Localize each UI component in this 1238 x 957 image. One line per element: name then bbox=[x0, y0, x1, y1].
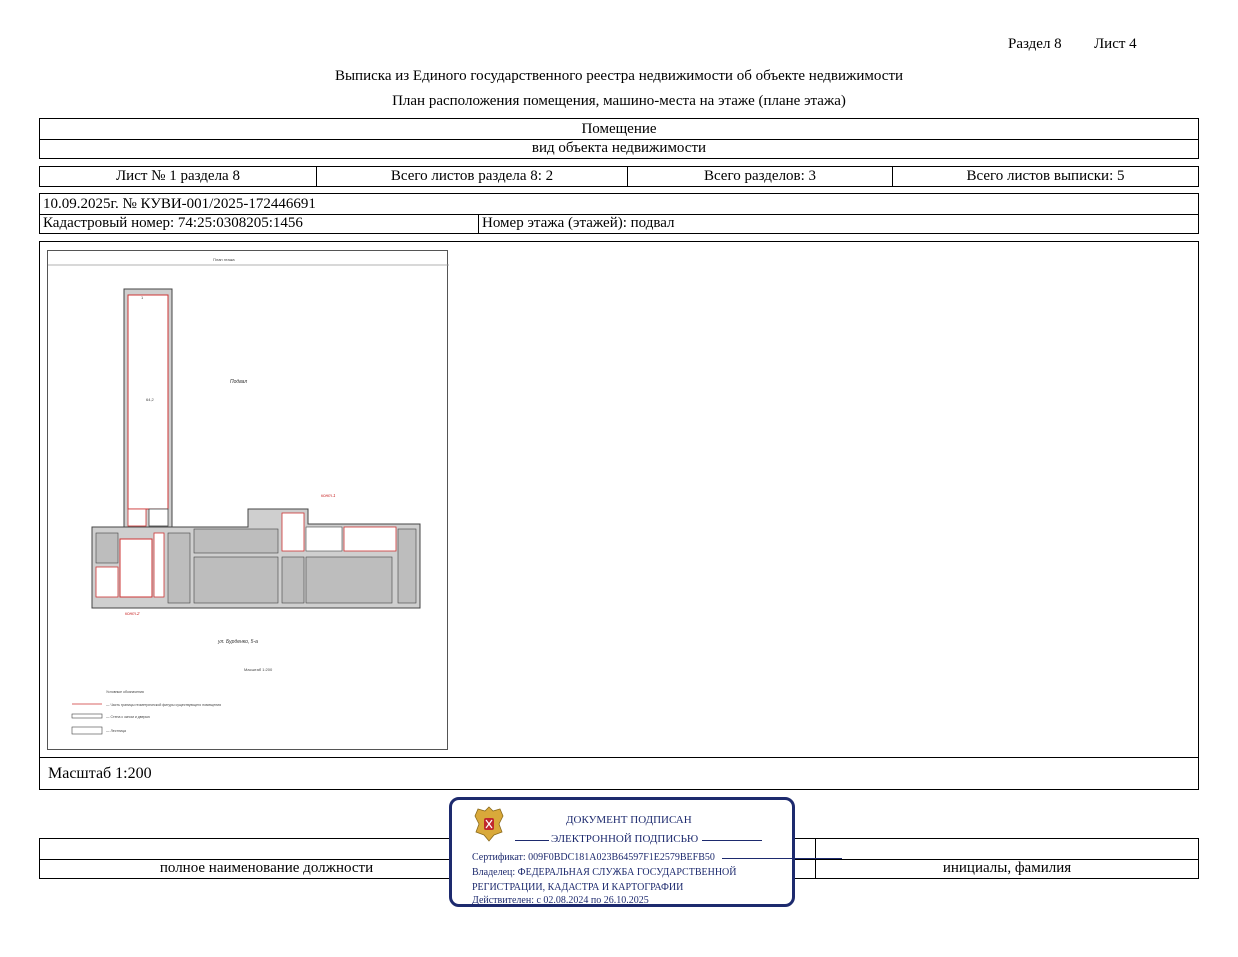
position-caption: полное наименование должности bbox=[159, 860, 374, 876]
contour-label-1: конт.1 bbox=[321, 493, 336, 498]
floor-plan-drawing bbox=[48, 251, 449, 751]
room-number-top: 1 bbox=[141, 295, 144, 300]
floor-plan bbox=[47, 250, 448, 750]
legend-item-1: — Часть границы геометрической фигуры существующего помещения bbox=[106, 703, 221, 707]
stamp-certificate: Сертификат: 009F0BDC181A023B64597F1E2579BEFB50 bbox=[472, 852, 715, 863]
sheet-number: Лист 4 bbox=[1094, 36, 1137, 52]
scale-label: Масштаб 1:200 bbox=[48, 764, 152, 782]
total-sheets-extract: Всего листов выписки: 5 bbox=[966, 168, 1125, 184]
room-label: Подвал bbox=[230, 379, 248, 385]
object-type-caption: вид объекта недвижимости bbox=[531, 140, 707, 156]
legend-title: Условные обозначения bbox=[106, 690, 144, 694]
street-label: ул. Бурденко, 5-а bbox=[218, 639, 258, 645]
section-number: Раздел 8 bbox=[1008, 36, 1062, 52]
contour-label-2: конт.2 bbox=[125, 611, 140, 616]
e-signature-stamp bbox=[449, 797, 795, 907]
cadastral-number: Кадастровый номер: 74:25:0308205:1456 bbox=[43, 215, 303, 231]
object-type-value: Помещение bbox=[581, 120, 657, 137]
sheets-row bbox=[39, 166, 1199, 187]
legend-item-2: — Стена с окном и дверью bbox=[106, 715, 150, 719]
document-title: Выписка из Единого государственного реестра недвижимости об объекте недвижимости bbox=[334, 68, 904, 84]
total-sheets-section: Всего листов раздела 8: 2 bbox=[390, 168, 554, 184]
stamp-line-2: ЭЛЕКТРОННОЙ ПОДПИСЬЮ bbox=[551, 833, 699, 845]
legend-item-3: — Лестница bbox=[106, 729, 126, 733]
info-box bbox=[39, 193, 1199, 234]
total-sections: Всего разделов: 3 bbox=[703, 168, 817, 184]
stamp-line-1: ДОКУМЕНТ ПОДПИСАН bbox=[566, 814, 692, 826]
stamp-owner-2: РЕГИСТРАЦИИ, КАДАСТРА И КАРТОГРАФИИ bbox=[472, 882, 684, 893]
stamp-valid: Действителен: с 02.08.2024 по 26.10.2025 bbox=[472, 895, 649, 906]
coat-of-arms-icon bbox=[472, 804, 506, 844]
plan-scale-note: Масштаб 1:200 bbox=[244, 667, 273, 672]
floor-number: Номер этажа (этажей): подвал bbox=[482, 215, 675, 231]
plan-header-text: План этажа bbox=[213, 257, 235, 262]
document-subtitle: План расположения помещения, машино-места на этаже (плане этажа) bbox=[392, 93, 846, 109]
room-area: 64,2 bbox=[146, 397, 154, 402]
object-type-box bbox=[39, 118, 1199, 159]
date-number: 10.09.2025г. № КУВИ-001/2025-172446691 bbox=[43, 195, 316, 212]
sheet-of-section: Лист № 1 раздела 8 bbox=[116, 168, 240, 184]
name-caption: инициалы, фамилия bbox=[942, 860, 1072, 876]
stamp-owner-1: Владелец: ФЕДЕРАЛЬНАЯ СЛУЖБА ГОСУДАРСТВЕННОЙ bbox=[472, 867, 737, 878]
